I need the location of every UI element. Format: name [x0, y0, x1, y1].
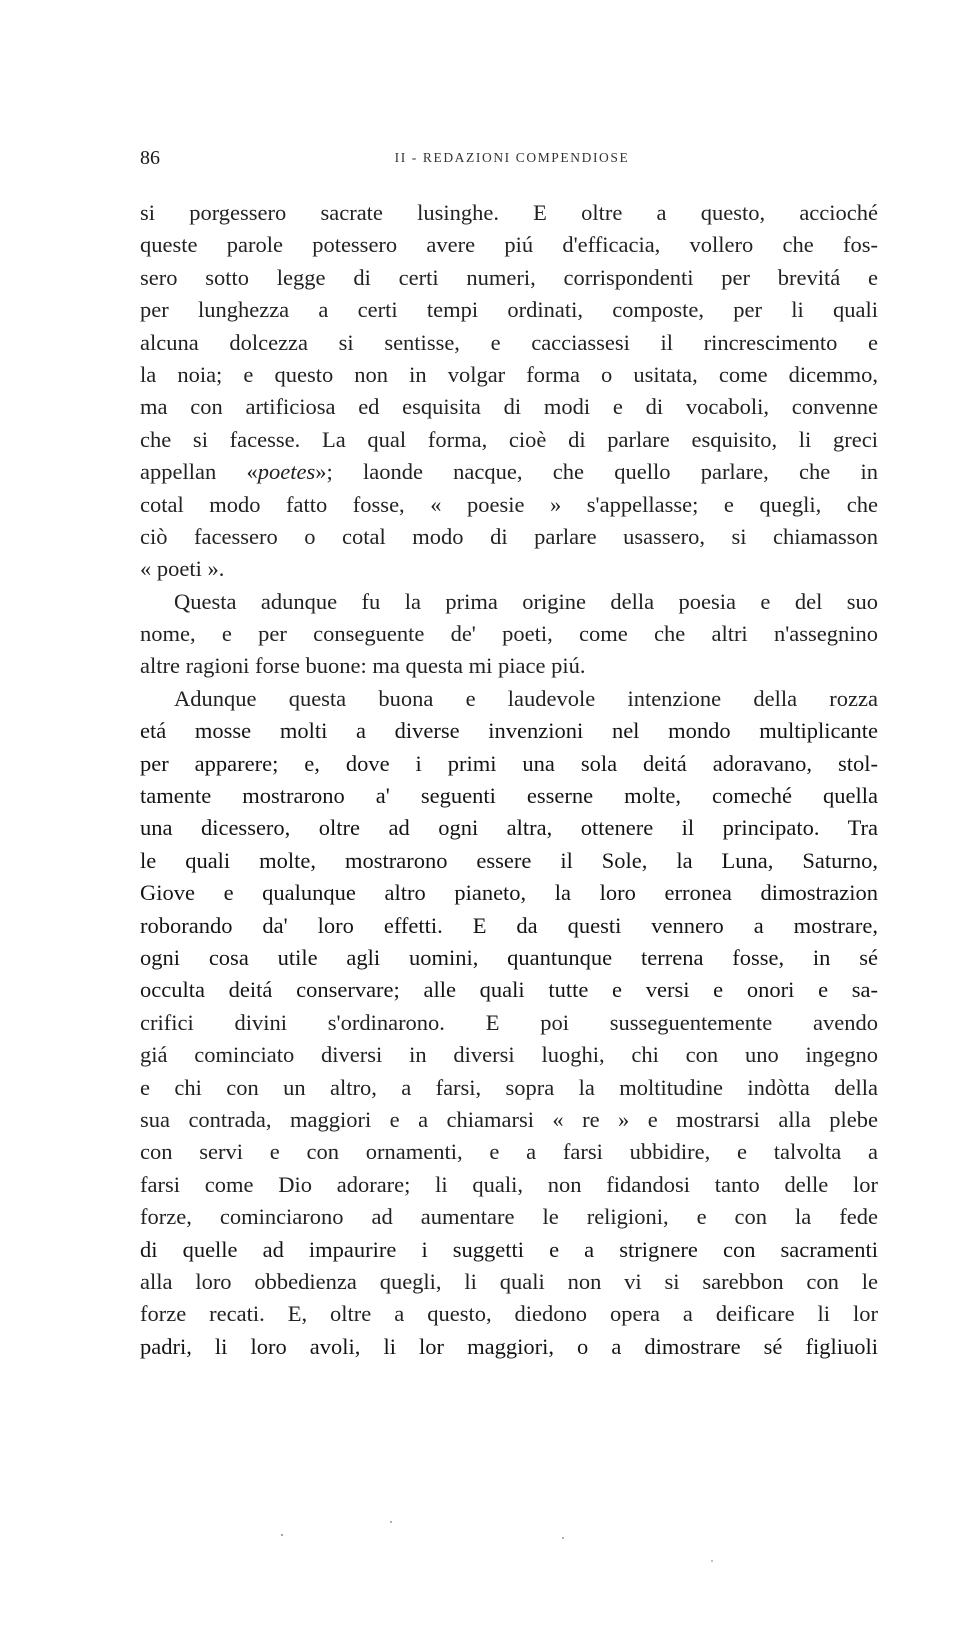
text-line: sua contrada, maggiori e a chiamarsi « re » e mostrarsi alla plebe: [140, 1106, 878, 1132]
text-line: una dicessero, oltre ad ogni altra, ottenere il principato. Tra: [140, 815, 878, 841]
text-line: queste parole potessero avere piú d'efficacia, vollero che fos-: [140, 232, 878, 258]
scan-speck: [562, 1537, 564, 1539]
running-title: II - REDAZIONI COMPENDIOSE: [394, 150, 630, 165]
text-line: nome, e per conseguente de' poeti, come che altri n'assegnino: [140, 621, 878, 647]
text-fragment: appellan «: [140, 459, 258, 485]
text-line: giá cominciato diversi in diversi luoghi, chi con uno ingegno: [140, 1042, 878, 1068]
page-number: 86: [140, 147, 160, 169]
text-line: alla loro obbedienza quegli, li quali non vi si sarebbon con le: [140, 1268, 878, 1294]
text-line: e chi con un altro, a farsi, sopra la moltitudine indòtta della: [140, 1074, 878, 1100]
text-line: [140, 456, 878, 488]
text-line: forze recati. E, oltre a questo, diedono opera a deificare li lor: [140, 1301, 878, 1327]
text-line: ciò facessero o cotal modo di parlare usassero, si chiamasson: [140, 523, 878, 549]
scan-speck: [711, 1560, 713, 1562]
text-line: la noia; e questo non in volgar forma o usitata, come dicemmo,: [140, 361, 878, 387]
text-line: roborando da' loro effetti. E da questi vennero a mostrare,: [140, 912, 878, 938]
text-line: Giove e qualunque altro pianeto, la loro erronea dimostrazion: [140, 880, 878, 906]
text-line: si porgessero sacrate lusinghe. E oltre a questo, accioché: [140, 200, 878, 225]
italic-word: poetes: [257, 459, 316, 485]
running-head: [140, 143, 884, 173]
text-line: farsi come Dio adorare; li quali, non fidandosi tanto delle lor: [140, 1171, 878, 1197]
scan-speck: [281, 1534, 283, 1536]
scan-speck: [390, 1521, 392, 1523]
text-line: padri, li loro avoli, li lor maggiori, o a dimostrare sé figliuoli: [140, 1333, 878, 1359]
text-line: sero sotto legge di certi numeri, corrispondenti per brevitá e: [140, 264, 878, 290]
text-line: tamente mostrarono a' seguenti esserne molte, comeché quella: [140, 783, 878, 809]
text-fragment: »; laonde nacque, che quello parlare, che in: [315, 459, 878, 485]
text-line: alcuna dolcezza si sentisse, e cacciassesi il rincrescimento e: [140, 329, 878, 355]
text-line: crifici divini s'ordinarono. E poi susseguentemente avendo: [140, 1009, 878, 1035]
text-line: Adunque questa buona e laudevole intenzione della rozza: [174, 685, 878, 711]
text-line: di quelle ad impaurire i suggetti e a strignere con sacramenti: [140, 1236, 878, 1262]
text-line: Questa adunque fu la prima origine della poesia e del suo: [174, 588, 878, 614]
body-text: [140, 197, 878, 1363]
text-line: per lunghezza a certi tempi ordinati, composte, per li quali: [140, 297, 878, 323]
text-line: che si facesse. La qual forma, cioè di parlare esquisito, li greci: [140, 426, 878, 452]
text-line: etá mosse molti a diverse invenzioni nel mondo multiplicante: [140, 718, 878, 744]
text-line: con servi e con ornamenti, e a farsi ubbidire, e talvolta a: [140, 1139, 878, 1165]
text-line: forze, cominciarono ad aumentare le religioni, e con la fede: [140, 1204, 878, 1230]
text-line: le quali molte, mostrarono essere il Sole, la Luna, Saturno,: [140, 847, 878, 873]
text-line: « poeti ».: [140, 556, 225, 582]
text-line: occulta deitá conservare; alle quali tutte e versi e onori e sa-: [140, 977, 878, 1003]
text-line: ma con artificiosa ed esquisita di modi e di vocaboli, convenne: [140, 394, 878, 420]
text-line: ogni cosa utile agli uomini, quantunque terrena fosse, in sé: [140, 944, 878, 970]
text-line: cotal modo fatto fosse, « poesie » s'appellasse; e quegli, che: [140, 491, 878, 517]
text-line: altre ragioni forse buone: ma questa mi piace piú.: [140, 653, 586, 679]
text-line: per apparere; e, dove i primi una sola deitá adoravano, stol-: [140, 750, 878, 776]
